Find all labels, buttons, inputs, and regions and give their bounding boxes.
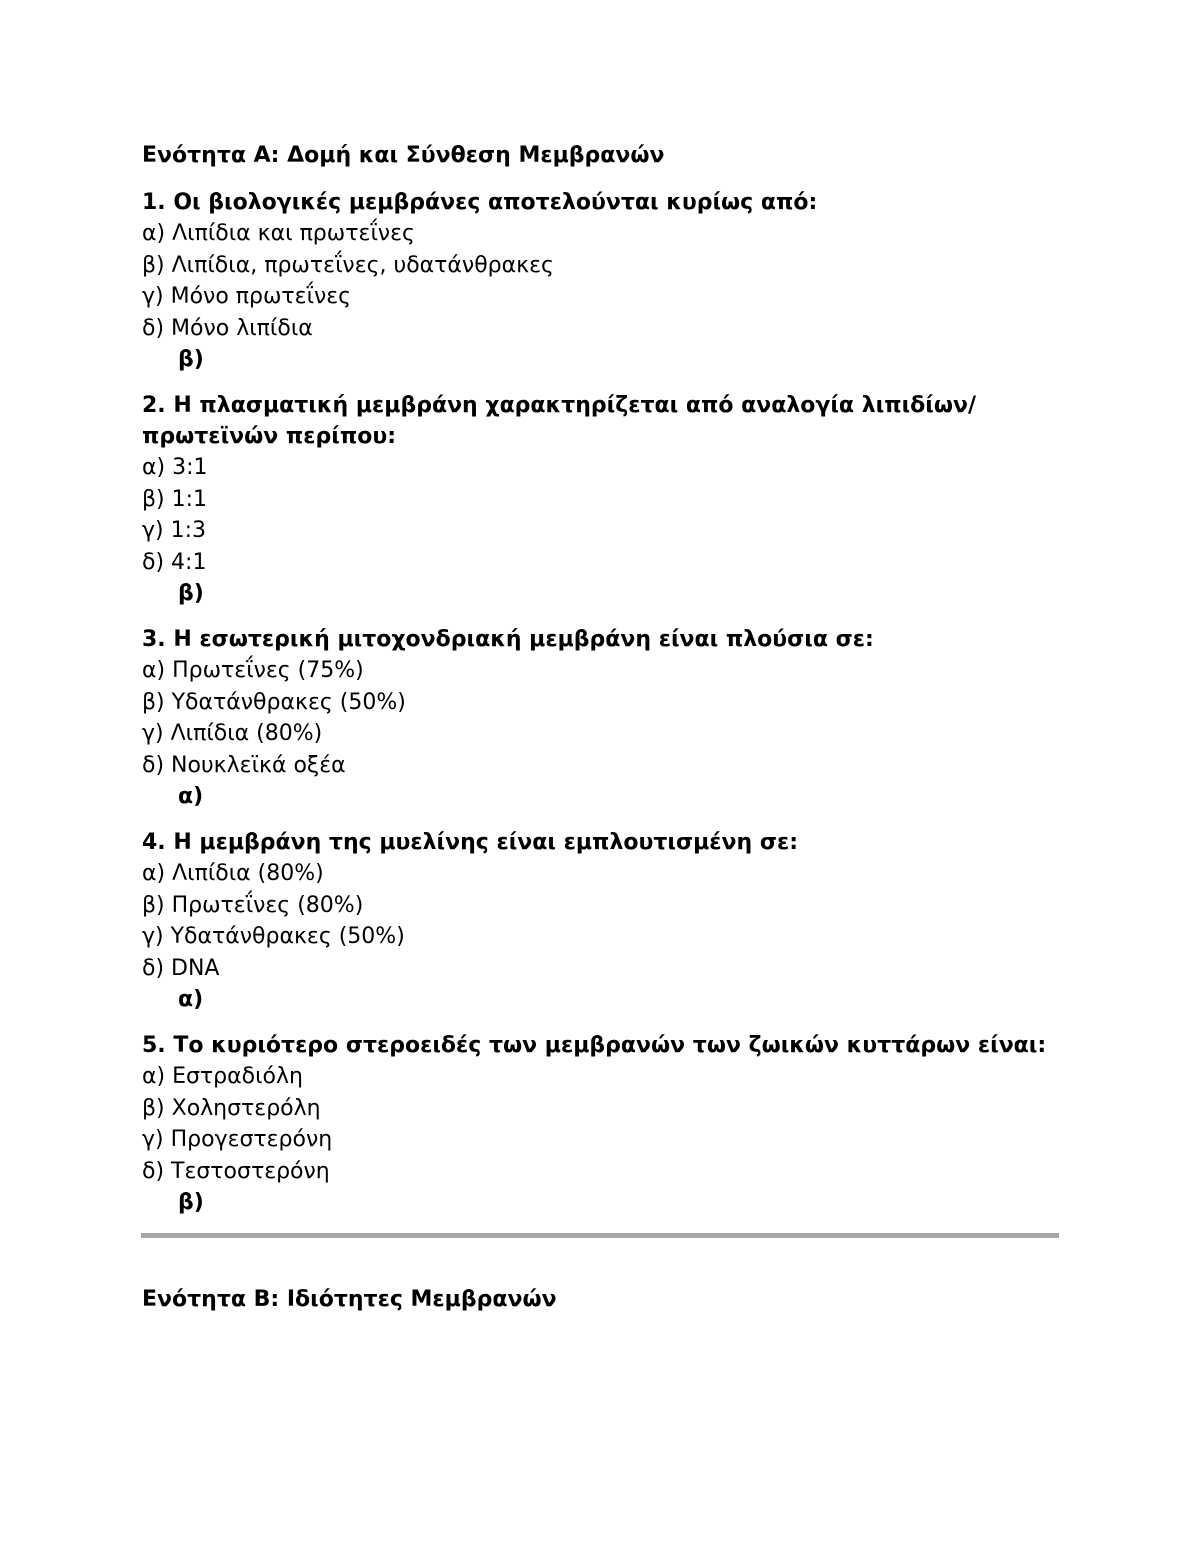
answer: β) [178,347,204,372]
option-a: α) Εστραδιόλη [142,1064,303,1089]
option-c: γ) Μόνο πρωτεΐνες [142,284,352,309]
section-b-title: Ενότητα Β: Ιδιότητες Μεμβρανών [142,1287,557,1312]
option-c: γ) Λιπίδια (80%) [142,721,323,746]
question-3 [142,624,1062,812]
option-b: β) Χοληστερόλη [142,1095,321,1121]
question-text: 4. Η μεμβράνη της μυελίνης είναι εμπλουτισμένη σε: [142,830,799,855]
answer: α) [178,987,204,1012]
question-text: 5. Το κυριότερο στεροειδές των μεμβρανών των ζωικών κυττάρων είναι: [142,1033,1047,1058]
question-text: 1. Οι βιολογικές μεμβράνες αποτελούνται κυρίως από: [142,190,818,215]
question-1 [142,187,1062,375]
answer: β) [178,581,204,606]
option-d: δ) 4:1 [142,549,207,575]
option-c: γ) 1:3 [142,518,207,543]
document-page [142,140,1062,1331]
option-b: β) Υδατάνθρακες (50%) [142,689,406,715]
option-b: β) Πρωτεΐνες (80%) [142,892,364,918]
option-d: δ) Τεστοστερόνη [142,1158,330,1184]
question-text: 2. Η πλασματική μεμβράνη χαρακτηρίζεται από αναλογία λιπιδίων/πρωτεϊνών περίπου: [142,393,976,449]
option-b: β) 1:1 [142,486,208,512]
option-c: γ) Υδατάνθρακες (50%) [142,924,405,949]
option-a: α) 3:1 [142,455,208,480]
question-4 [142,827,1062,1015]
option-d: δ) Μόνο λιπίδια [142,315,313,341]
option-c: γ) Προγεστερόνη [142,1127,333,1152]
option-a: α) Πρωτεΐνες (75%) [142,658,364,683]
question-2 [142,390,1062,609]
question-5 [142,1030,1062,1218]
section-divider [141,1233,1059,1238]
answer: β) [178,1190,204,1215]
answer: α) [178,784,204,809]
option-d: δ) DNA [142,955,220,981]
option-a: α) Λιπίδια (80%) [142,861,324,886]
section-a-title: Ενότητα Α: Δομή και Σύνθεση Μεμβρανών [142,143,665,168]
option-b: β) Λιπίδια, πρωτεΐνες, υδατάνθρακες [142,252,554,278]
question-text: 3. Η εσωτερική μιτοχονδριακή μεμβράνη είναι πλούσια σε: [142,627,874,652]
option-d: δ) Νουκλεϊκά οξέα [142,752,346,778]
option-a: α) Λιπίδια και πρωτεΐνες [142,221,415,246]
